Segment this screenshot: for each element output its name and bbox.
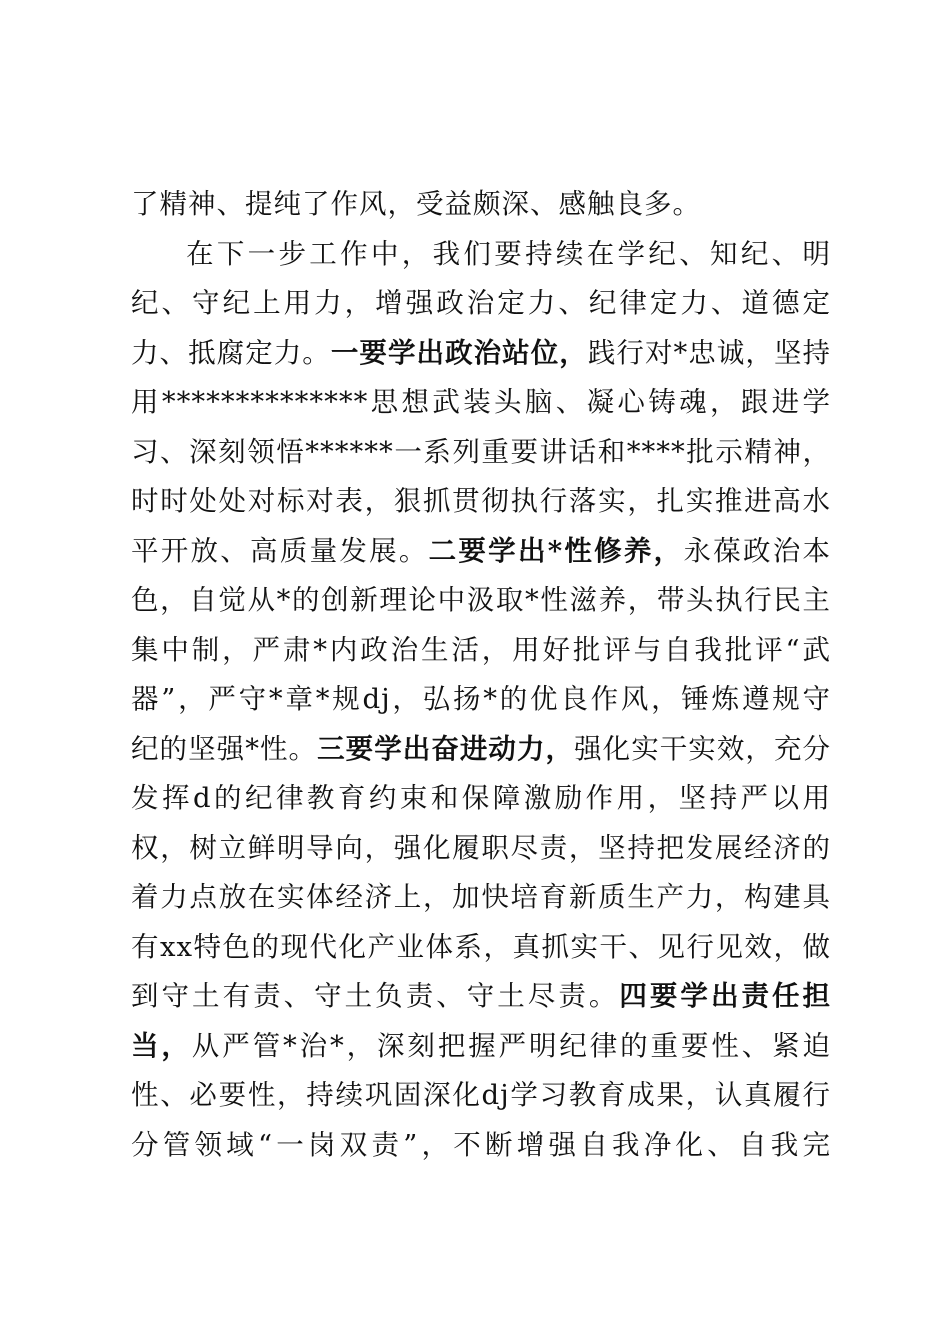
bold-heading-segment: 当，	[131, 1029, 192, 1062]
text-segment: 纪的坚强*性。	[131, 732, 318, 765]
text-segment: 纪、守纪上用力，增强政治定力、纪律定力、道德定	[131, 287, 831, 319]
bold-heading-segment: 一要学出政治站位，	[330, 336, 588, 369]
text-line	[131, 873, 831, 923]
text-segment: 践行对*忠诚，坚持	[587, 336, 831, 369]
text-segment: 力、抵腐定力。	[131, 336, 331, 369]
bold-heading-segment: 二要学出*性修养，	[428, 534, 684, 567]
text-segment: 权，树立鲜明导向，强化履职尽责，坚持把发展经济的	[131, 831, 831, 864]
paragraph	[131, 180, 831, 230]
text-segment: 色，自觉从*的创新理论中汲取*性滋养，带头执行民主	[131, 584, 831, 616]
text-segment: 有xx特色的现代化产业体系，真抓实干、见行见效，做	[131, 930, 831, 963]
text-line	[131, 923, 831, 973]
text-segment: 强化实干实效，充分	[574, 732, 831, 765]
text-line	[131, 576, 831, 626]
bold-heading-segment: 三要学出奋进动力，	[317, 732, 575, 765]
text-line	[131, 1071, 831, 1121]
text-line	[131, 824, 831, 874]
text-line	[131, 428, 831, 478]
text-segment: 用**************思想武装头脑、凝心铸魂，跟进学	[131, 386, 831, 418]
paragraph	[131, 230, 831, 1171]
text-line	[131, 725, 831, 775]
text-segment: 习、深刻领悟******一系列重要讲话和****批示精神，	[131, 435, 831, 468]
text-segment: 分管领域“一岗双责”，不断增强自我净化、自我完	[131, 1128, 831, 1161]
text-segment: 到守土有责、守土负责、守土尽责。	[131, 980, 620, 1012]
text-segment: 永葆政治本	[683, 534, 831, 567]
text-segment: 性、必要性，持续巩固深化dj学习教育成果，认真履行	[131, 1079, 831, 1111]
document-body	[131, 180, 831, 1170]
text-line	[131, 675, 831, 725]
text-segment: 从严管*治*，深刻把握严明纪律的重要性、紧迫	[191, 1029, 831, 1062]
text-line	[131, 527, 831, 577]
text-line	[131, 774, 831, 824]
text-segment: 了精神、提纯了作风，受益颇深、感触良多。	[131, 188, 701, 220]
text-segment: 时时处处对标对表，狠抓贯彻执行落实，扎实推进高水	[131, 485, 831, 517]
text-line	[131, 180, 831, 230]
text-segment: 着力点放在实体经济上，加快培育新质生产力，构建具	[131, 881, 831, 913]
text-line	[131, 477, 831, 527]
text-line	[131, 1022, 831, 1072]
text-segment: 发挥d的纪律教育约束和保障激励作用，坚持严以用	[131, 782, 831, 814]
text-line	[131, 329, 831, 379]
bold-heading-segment: 四要学出责任担	[619, 980, 831, 1012]
text-segment: 器”，严守*章*规dj，弘扬*的优良作风，锤炼遵规守	[131, 683, 831, 715]
text-segment: 集中制，严肃*内政治生活，用好批评与自我批评“武	[131, 633, 831, 666]
text-line	[131, 378, 831, 428]
text-line	[131, 230, 831, 280]
text-segment: 平开放、高质量发展。	[131, 534, 429, 567]
text-segment: 在下一步工作中，我们要持续在学纪、知纪、明	[186, 237, 831, 270]
text-line	[131, 626, 831, 676]
text-line	[131, 1121, 831, 1171]
text-line	[131, 279, 831, 329]
text-line	[131, 972, 831, 1022]
